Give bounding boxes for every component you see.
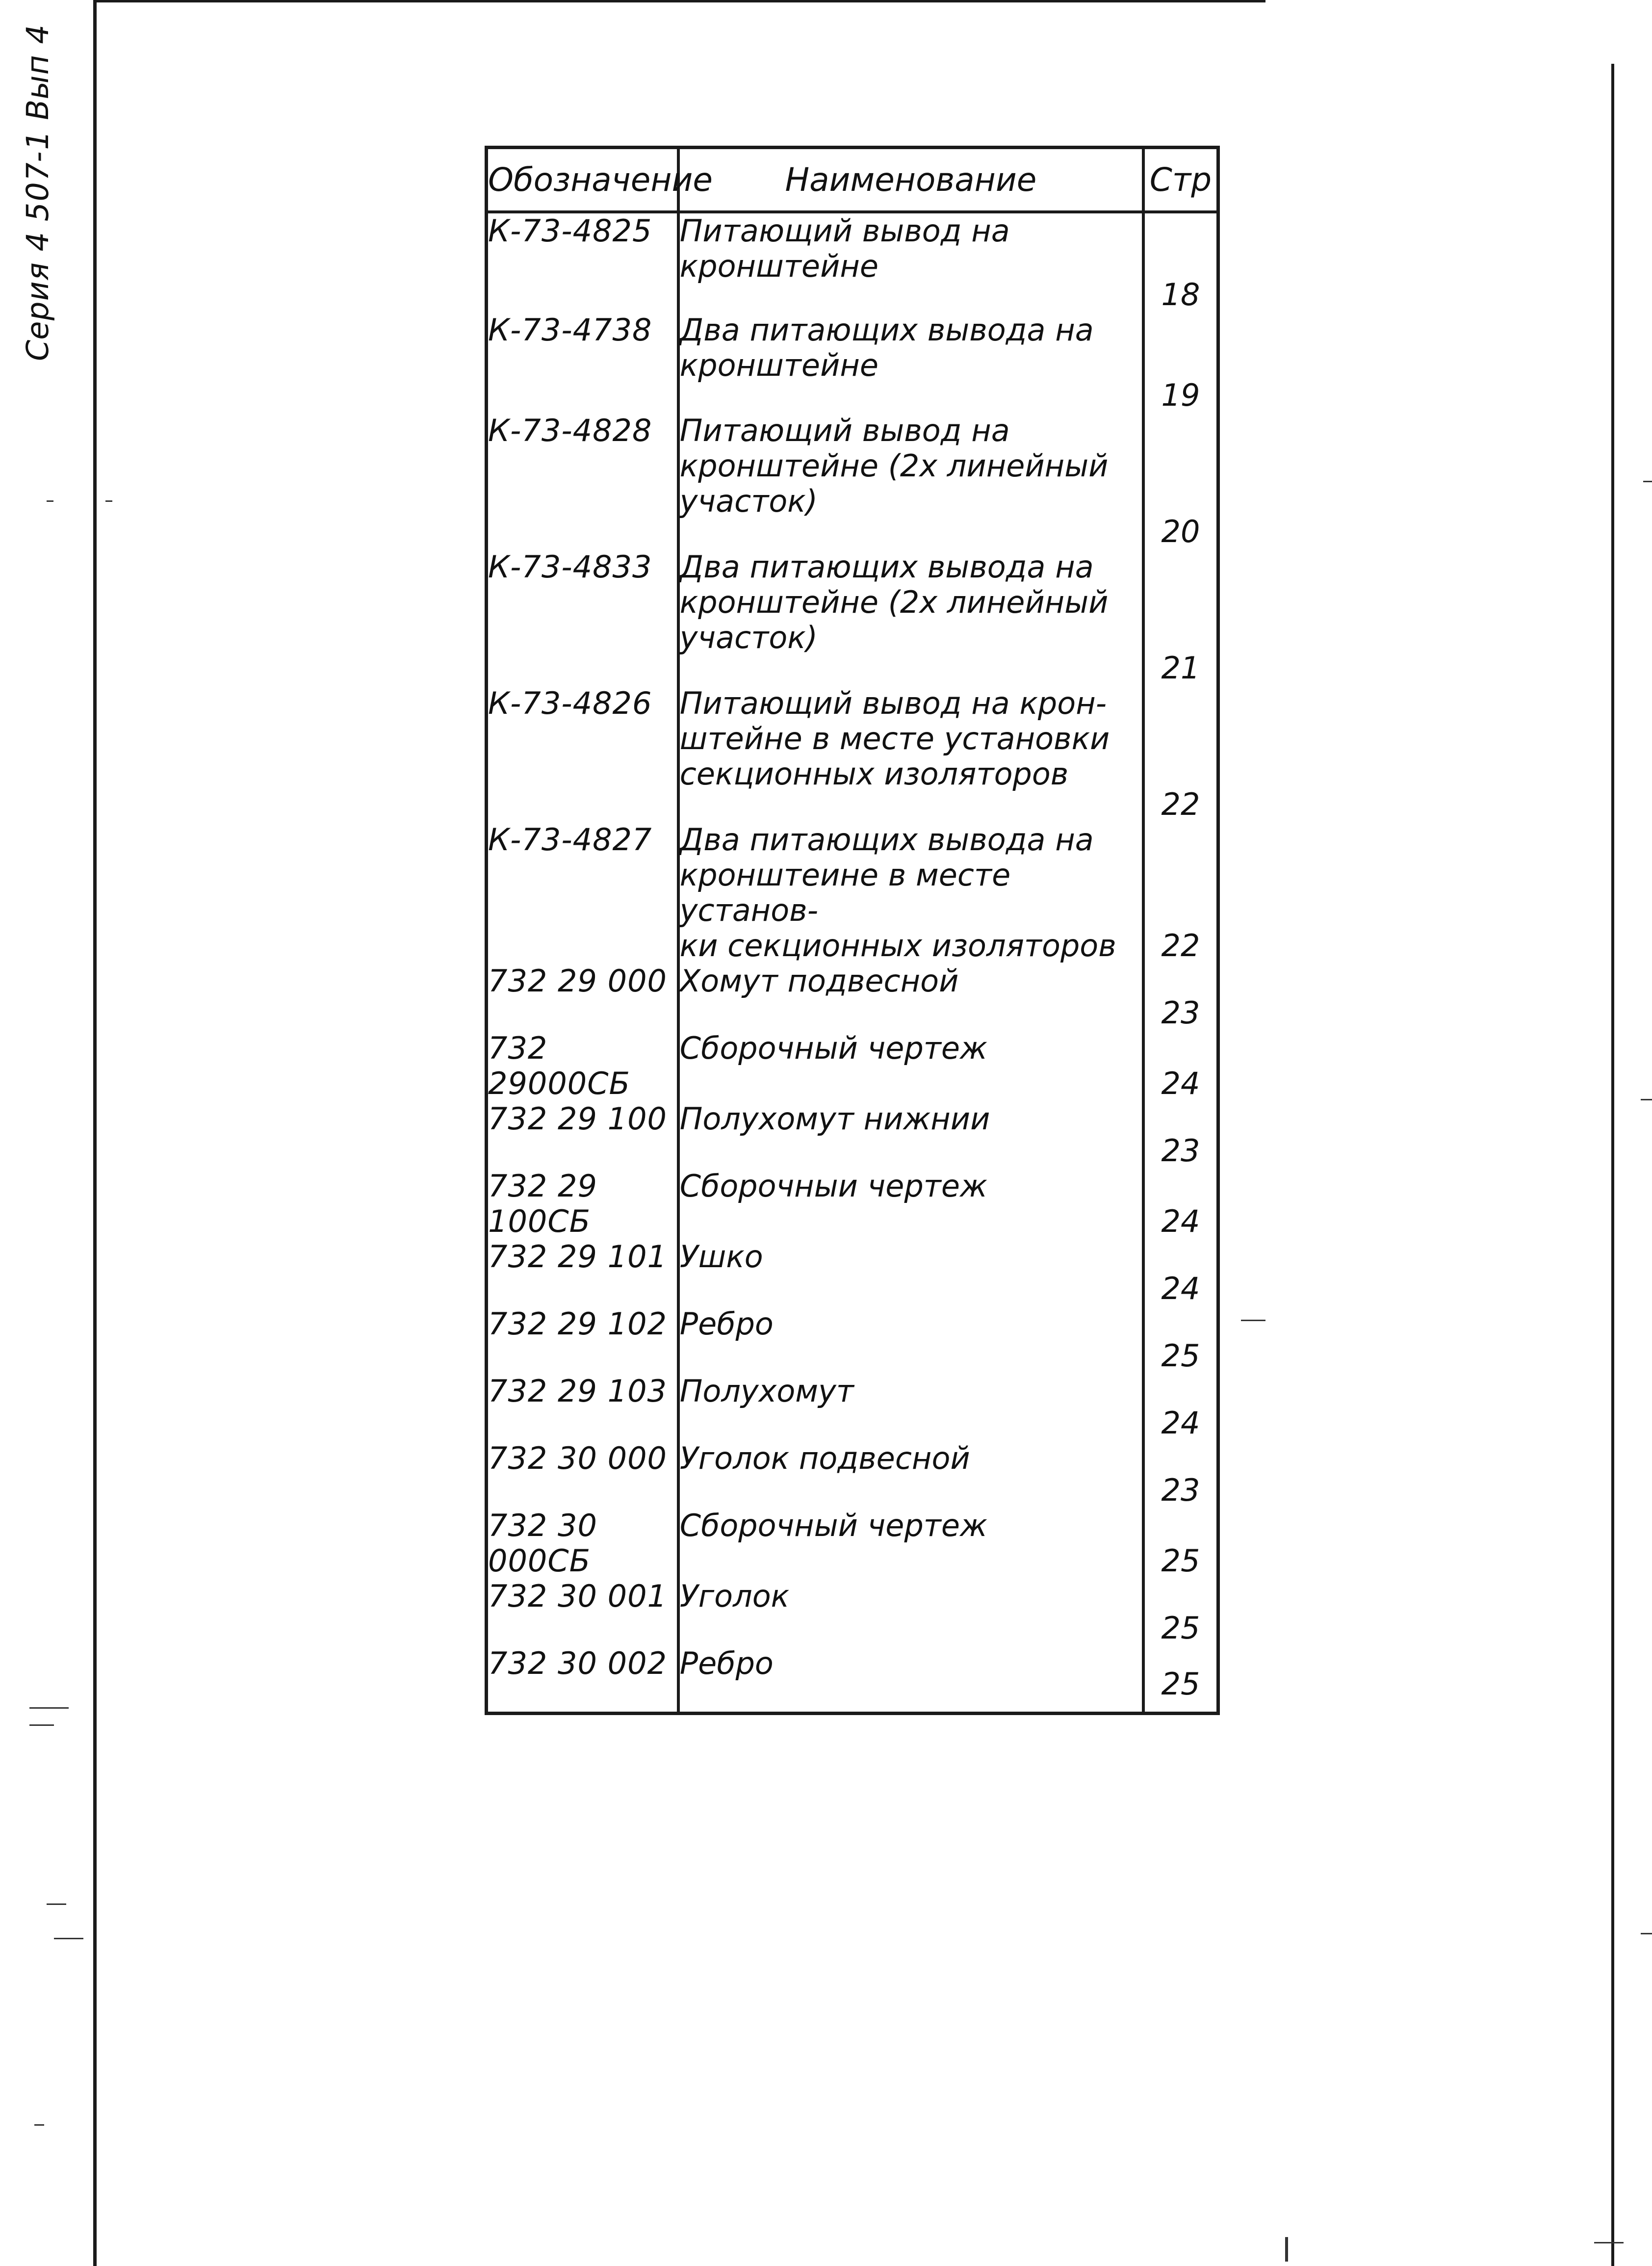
row-code: К-73-4828 <box>487 413 678 549</box>
row-code: К-73-4827 <box>487 822 678 964</box>
series-side-label-block <box>20 21 118 365</box>
scan-mark <box>29 1724 54 1726</box>
table-header-row <box>487 148 1218 212</box>
row-code: К-73-4833 <box>487 549 678 686</box>
row-name: Хомут подвесной <box>678 964 1143 1031</box>
scan-mark <box>1241 1320 1265 1321</box>
series-side-label: Серия 4 507-1 Вып 4 <box>20 21 55 365</box>
scan-mark <box>1594 2242 1624 2243</box>
table-row <box>487 1031 1218 1101</box>
row-name: Питающий вывод на кронштейне (2х линейный участок) <box>678 413 1143 549</box>
scan-mark <box>1285 2237 1288 2262</box>
row-page: 23 <box>1143 964 1218 1031</box>
row-code: 732 29 000 <box>487 964 678 1031</box>
row-page: 21 <box>1143 549 1218 686</box>
header-page: Стр <box>1143 148 1218 212</box>
scan-mark <box>1643 481 1652 482</box>
row-page: 24 <box>1143 1031 1218 1101</box>
row-name: Полухомут <box>678 1374 1143 1441</box>
row-page: 25 <box>1143 1579 1218 1646</box>
row-name: Уголок <box>678 1579 1143 1646</box>
row-code: 732 30 002 <box>487 1646 678 1713</box>
scan-mark <box>1641 1933 1652 1934</box>
table-row <box>487 313 1218 413</box>
table-row <box>487 212 1218 313</box>
table-row <box>487 549 1218 686</box>
row-code: 732 29 100СБ <box>487 1169 678 1239</box>
scan-mark <box>34 2124 44 2126</box>
row-code: 732 30 001 <box>487 1579 678 1646</box>
header-code: Обозначение <box>487 148 678 212</box>
row-name: Сборочный чертеж <box>678 1508 1143 1579</box>
table-row <box>487 1646 1218 1713</box>
row-page: 19 <box>1143 313 1218 413</box>
row-page: 22 <box>1143 686 1218 822</box>
row-page: 24 <box>1143 1374 1218 1441</box>
row-code: К-73-4826 <box>487 686 678 822</box>
row-code: 732 29 102 <box>487 1306 678 1374</box>
row-name: Два питающих вывода на кронштеине в месте установ- ки секционных изоляторов <box>678 822 1143 964</box>
row-page: 22 <box>1143 822 1218 964</box>
row-page: 23 <box>1143 1101 1218 1169</box>
row-name: Полухомут нижнии <box>678 1101 1143 1169</box>
table-row <box>487 686 1218 822</box>
row-name: Ребро <box>678 1306 1143 1374</box>
row-page: 20 <box>1143 413 1218 549</box>
table-row <box>487 1306 1218 1374</box>
row-code: 732 30 000СБ <box>487 1508 678 1579</box>
table-row <box>487 413 1218 549</box>
table-row <box>487 1169 1218 1239</box>
row-name: Сборочный чертеж <box>678 1031 1143 1101</box>
frame-right-border <box>1611 64 1614 2266</box>
row-code: К-73-4738 <box>487 313 678 413</box>
table-row <box>487 1441 1218 1508</box>
scan-mark <box>105 500 112 502</box>
row-name: Два питающих вывода на кронштейне <box>678 313 1143 413</box>
row-page: 25 <box>1143 1306 1218 1374</box>
row-code: К-73-4825 <box>487 212 678 313</box>
row-name: Ушко <box>678 1239 1143 1306</box>
row-name: Питающий вывод на кронштейне <box>678 212 1143 313</box>
frame-top-border <box>93 0 1265 2</box>
row-page: 23 <box>1143 1441 1218 1508</box>
scan-mark <box>47 1903 66 1905</box>
row-name: Два питающих вывода на кронштейне (2х линейный участок) <box>678 549 1143 686</box>
table-row <box>487 1508 1218 1579</box>
scan-mark <box>1641 1099 1652 1100</box>
scan-mark <box>47 500 53 502</box>
row-page: 24 <box>1143 1169 1218 1239</box>
row-code: 732 29 100 <box>487 1101 678 1169</box>
table-row <box>487 1101 1218 1169</box>
row-page: 18 <box>1143 212 1218 313</box>
scan-mark <box>29 1707 69 1709</box>
row-page: 25 <box>1143 1508 1218 1579</box>
row-name: Уголок подвесной <box>678 1441 1143 1508</box>
table-row <box>487 964 1218 1031</box>
row-code: 732 29 101 <box>487 1239 678 1306</box>
table-row <box>487 1374 1218 1441</box>
row-code: 732 29 103 <box>487 1374 678 1441</box>
row-name: Питающий вывод на крон- штейне в месте установки секционных изоляторов <box>678 686 1143 822</box>
row-name: Ребро <box>678 1646 1143 1713</box>
header-name: Наименование <box>678 148 1143 212</box>
table-row <box>487 822 1218 964</box>
scan-mark <box>54 1938 83 1939</box>
row-name: Сборочныи чертеж <box>678 1169 1143 1239</box>
row-page: 24 <box>1143 1239 1218 1306</box>
row-page: 25 <box>1143 1646 1218 1713</box>
row-code: 732 30 000 <box>487 1441 678 1508</box>
table-row <box>487 1579 1218 1646</box>
contents-table <box>485 146 1220 1715</box>
table-row <box>487 1239 1218 1306</box>
row-code: 732 29000СБ <box>487 1031 678 1101</box>
